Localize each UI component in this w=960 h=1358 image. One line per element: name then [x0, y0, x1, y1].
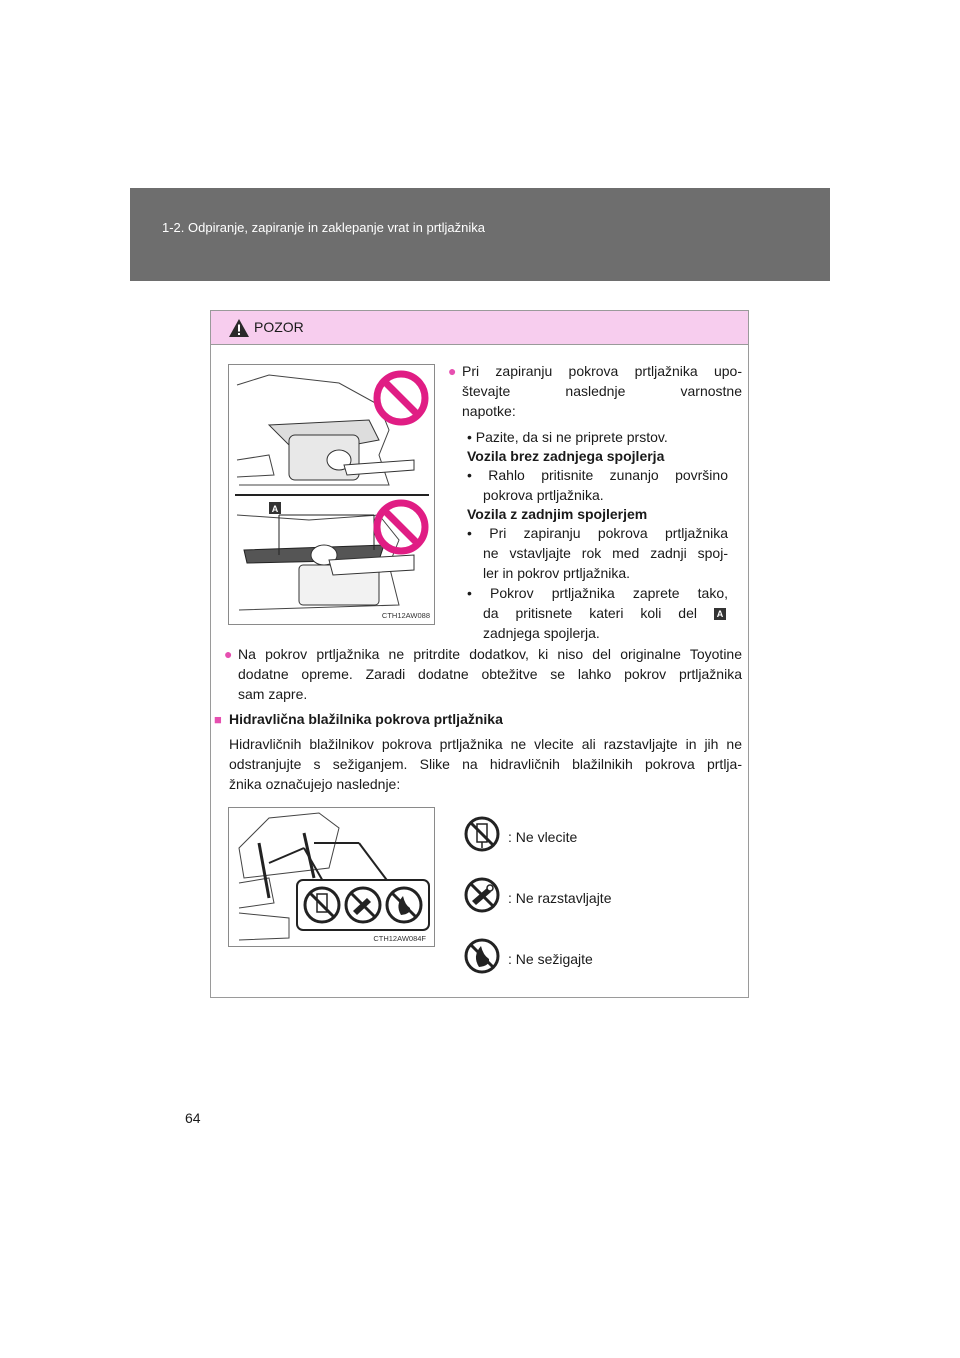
no-burn-icon [463, 937, 501, 975]
prohibition-icon [377, 374, 425, 422]
sub-point: • Pazite, da si ne priprete prstov. [467, 429, 668, 445]
page-number: 64 [185, 1110, 201, 1126]
sub-point: • Pri zapiranju pokrova prtljažnika [467, 525, 728, 541]
bullet-2-line: sam zapre. [238, 686, 308, 702]
section-title: Hidravlična blažilnika pokrova prtljažnika [229, 711, 503, 727]
warning-title: POZOR [254, 319, 304, 335]
warning-box [210, 310, 749, 998]
bullet-1-marker: ● [448, 363, 457, 379]
bullet-1-line: števajte naslednje varnostne [462, 383, 742, 399]
bullet-1-line: Pri zapiranju pokrova prtljažnika upo- [462, 363, 742, 379]
warning-header [211, 311, 748, 345]
warning-triangle-icon [228, 318, 250, 338]
subheading-no-spoiler: Vozila brez zadnjega spojlerja [467, 448, 665, 464]
section-marker: ■ [214, 712, 222, 727]
sub-point: ne vstavljajte rok med zadnji spoj- [483, 545, 728, 561]
section-line: žnika označujejo naslednje: [229, 776, 401, 792]
figure-code: CTH12AW088 [381, 611, 430, 620]
bullet-1-line: napotke: [462, 403, 516, 419]
sub-point: ler in pokrov prtljažnika. [483, 565, 631, 581]
section-line: odstranjujte s sežiganjem. Slike na hidravličnih blažilnikih pokrova prtlja- [229, 756, 742, 772]
sub-point: zadnjega spojlerja. [483, 625, 600, 641]
damper-illustration [229, 808, 434, 946]
sub-point: • Rahlo pritisnite zunanjo površino [467, 467, 728, 483]
sub-point: • Pokrov prtljažnika zaprete tako, [467, 585, 728, 601]
damper-figure [228, 807, 435, 947]
label-a-figure: A [271, 504, 279, 514]
section-line: Hidravličnih blažilnikov pokrova prtljažnika ne vlecite ali razstavljajte in jih ne [229, 736, 742, 752]
symbol-label: : Ne razstavljajte [508, 890, 612, 906]
bullet-2-marker: ● [224, 646, 233, 662]
trunk-illustration [229, 365, 434, 624]
header-title: 1-2. Odpiranje, zapiranje in zaklepanje vrat in prtljažnika [162, 220, 486, 235]
prohibition-icon [377, 503, 425, 551]
sub-point: da pritisnete kateri koli del [483, 605, 697, 621]
symbol-label: : Ne vlecite [508, 829, 578, 845]
sub-point: pokrova prtljažnika. [483, 487, 604, 503]
trunk-closing-figure [228, 364, 435, 625]
subheading-spoiler: Vozila z zadnjim spojlerjem [467, 506, 648, 522]
no-pull-icon [463, 815, 501, 853]
figure-code: CTH12AW084F [373, 934, 426, 943]
header-bar [130, 188, 830, 281]
bullet-2-line: Na pokrov prtljažnika ne pritrdite dodatkov, ki niso del originalne Toyotine [238, 646, 742, 662]
no-disassemble-icon [463, 876, 501, 914]
symbol-label: : Ne sežigajte [508, 951, 593, 967]
label-a-badge: A [714, 608, 726, 620]
bullet-2-line: dodatne opreme. Zaradi dodatne obtežitve se lahko pokrov prtljažnika [238, 666, 742, 682]
